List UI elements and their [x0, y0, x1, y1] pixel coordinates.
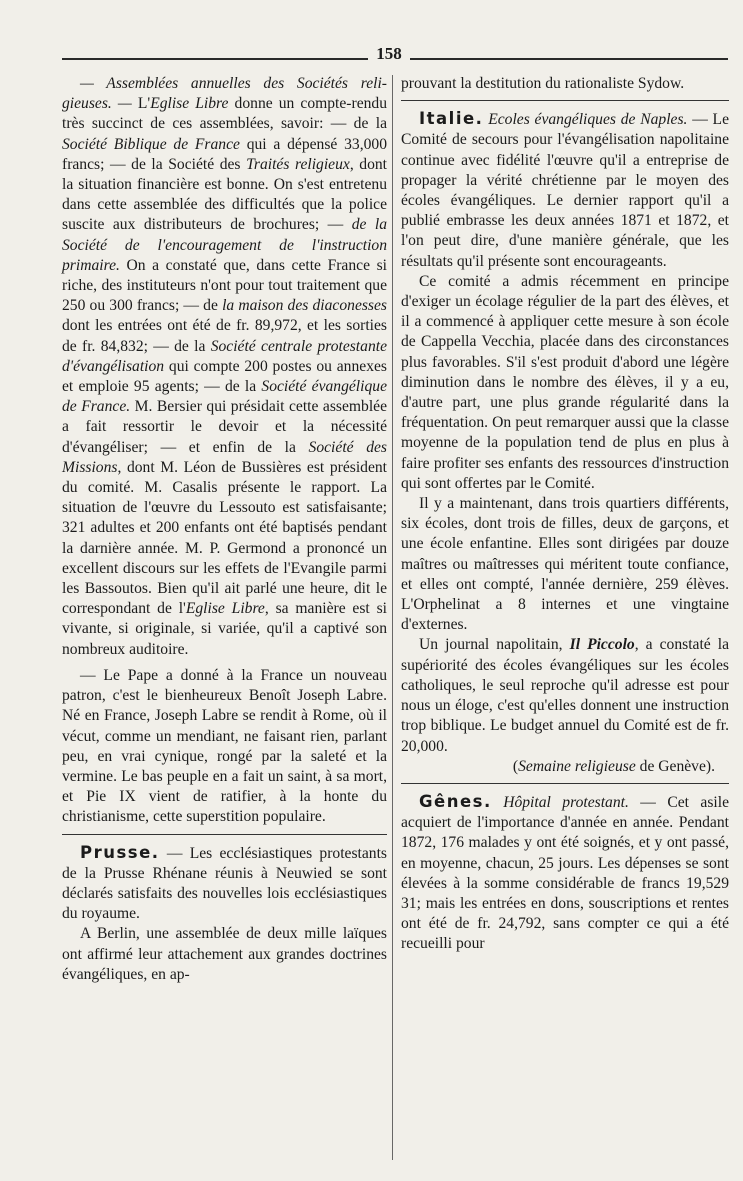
- section-divider: [62, 834, 387, 835]
- paragraph-prusse: Prusse. — Les ecclésiastiques protestants de la Prusse Rhénane réunis à Neuwied se sont déclarés satisfaits des nouvelles lois ecclésiastiques du royaume.: [62, 842, 387, 923]
- page-number: 158: [376, 44, 402, 63]
- column-divider: [392, 75, 393, 1160]
- paragraph-piccolo: Un journal napolitain, Il Piccolo, a constaté la supériorité des écoles évangéliques sur les écoles catholiques, le seul reproche qu'il adresse est pour nous un éloge, c'est qu'elles donnent une instruction trop biblique. Le budget annuel du Comité est de fr. 20,000.: [401, 636, 729, 755]
- rubric-italie: Italie.: [419, 109, 484, 129]
- header-rule-right: [410, 58, 728, 60]
- paragraph-assemblees: — Assemblées annuelles des Sociétés reli-gieuses. — L'Eglise Libre donne un compte-rendu très succinct de ces assemblées, savoir: — de la Société Biblique de France qui a dépensé 33,000 francs; — de la Société des Traités religieux, dont la situation financière est bonne. On s'est entretenu dans cette assemblée des difficultés que la police suscite aux distributeurs de brochures; — de la Société de l'encouragement de l'instruction primaire. On a constaté que, dans cette France si riche, des instituteurs n'ont pour tout traitement que 250 ou 300 francs; — de la maison des diaconesses dont les entrées ont été de fr. 89,972, et les sorties de fr. 84,832; — de la Société centrale protestante d'évangélisation qui compte 200 postes ou annexes et emploie 95 agents; — de la Société évangélique de France. M. Bersier qui présidait cette assemblée a fait ressortir le devoir et la nécessité d'évangéliser; — et enfin de la Société des Missions, dont M. Léon de Bussières est président du comité. M. Casalis présente le rapport. La situation de l'œuvre du Lessouto est satisfaisante; 321 adultes et 200 enfants ont été baptisés pendant la darnière année. M. P. Germond a prononcé un excellent discours sur les effets de l'Evangile parmi les Bassoutos. Bien qu'il ait parlé une heure, dit le correspondant de l'Eglise Libre, sa manière est si vivante, si originale, si variée, qu'il a captivé son nombreux auditoire.: [62, 75, 388, 658]
- left-column: [62, 74, 387, 985]
- paragraph-berlin: A Berlin, une assemblée de deux mille laïques ont affirmé leur attachement aux grandes doctrines évangéliques, en ap-: [62, 925, 387, 983]
- paragraph-continuation: prouvant la destitution du rationaliste Sydow.: [401, 75, 685, 92]
- header-rule-left: [62, 58, 368, 60]
- paragraph-pape: — Le Pape a donné à la France un nouveau patron, c'est le bienheureux Benoît Joseph Labre. Né en France, Joseph Labre se rendit à Rome, où il vécut, comme un mendiant, ne faisant rien, parlant peu, en vrai cynique, rongé par la saleté et la vermine. Le bas peuple en a fait un saint, à sa mort, et Pie IX vient de ratifier, à la honte du christianisme, cette superstition populaire.: [62, 666, 387, 826]
- paragraph-ecoles: Il y a maintenant, dans trois quartiers différents, six écoles, dont trois de filles, deux de garçons, et une école enfantine. Elles sont dirigées par douze maîtres ou maîtresses qui méritent toute confiance, et elles ont compté, l'année dernière, 259 élèves. L'Orphelinat a 8 internes et une vingtaine d'externes.: [401, 495, 729, 634]
- paragraph-ecolage: Ce comité a admis récemment en principe d'exiger un écolage régulier de la part des élèves, et il a commencé à appliquer cette mesure à son école de Cappella Vecchia, placée dans des circonstances plus favorables. S'il s'est produit d'abord une légère diminution dans le nombre des élèves, il y a eu, d'autre part, une plus grande régularité dans la fréquentation. On peut remarquer aussi que la classe moyenne de la population tend de plus en plus à faire profiter ses enfants des ressources d'instruction qui sont offertes par le Comité.: [401, 272, 729, 492]
- paragraph-italie: Italie. Ecoles évangéliques de Naples. — Le Comité de secours pour l'évangélisation napolitaine continue avec fidélité l'œuvre qu'il a entreprise de propager la vérité chrétienne par le moyen des écoles évangéliques. Le dernier rapport qu'il a publié embrasse les deux années 1871 et 1872, et l'on peut dire, d'une manière générale, que les résultats qu'il présente sont encourageants.: [401, 109, 729, 270]
- right-column: [401, 74, 729, 955]
- paragraph-genes: Gênes. Hôpital protestant. — Cet asile acquiert de l'importance d'année en année. Pendant 1872, 176 malades y ont été soignés, et y ont passé, en moyenne, chacun, 25 jours. Les dépenses se sont élevées à la somme considérable de francs 19,529 31; mais les entrées en dons, souscriptions et rentes ont été de fr. 24,792, sans compter ce qui a été recueilli pour: [401, 791, 729, 953]
- rubric-genes: Gênes.: [419, 791, 492, 811]
- section-divider: [401, 100, 729, 101]
- section-divider: [401, 783, 729, 784]
- rubric-prusse: Prusse.: [80, 842, 160, 862]
- source-signature: (Semaine religieuse de Genève).: [512, 757, 715, 775]
